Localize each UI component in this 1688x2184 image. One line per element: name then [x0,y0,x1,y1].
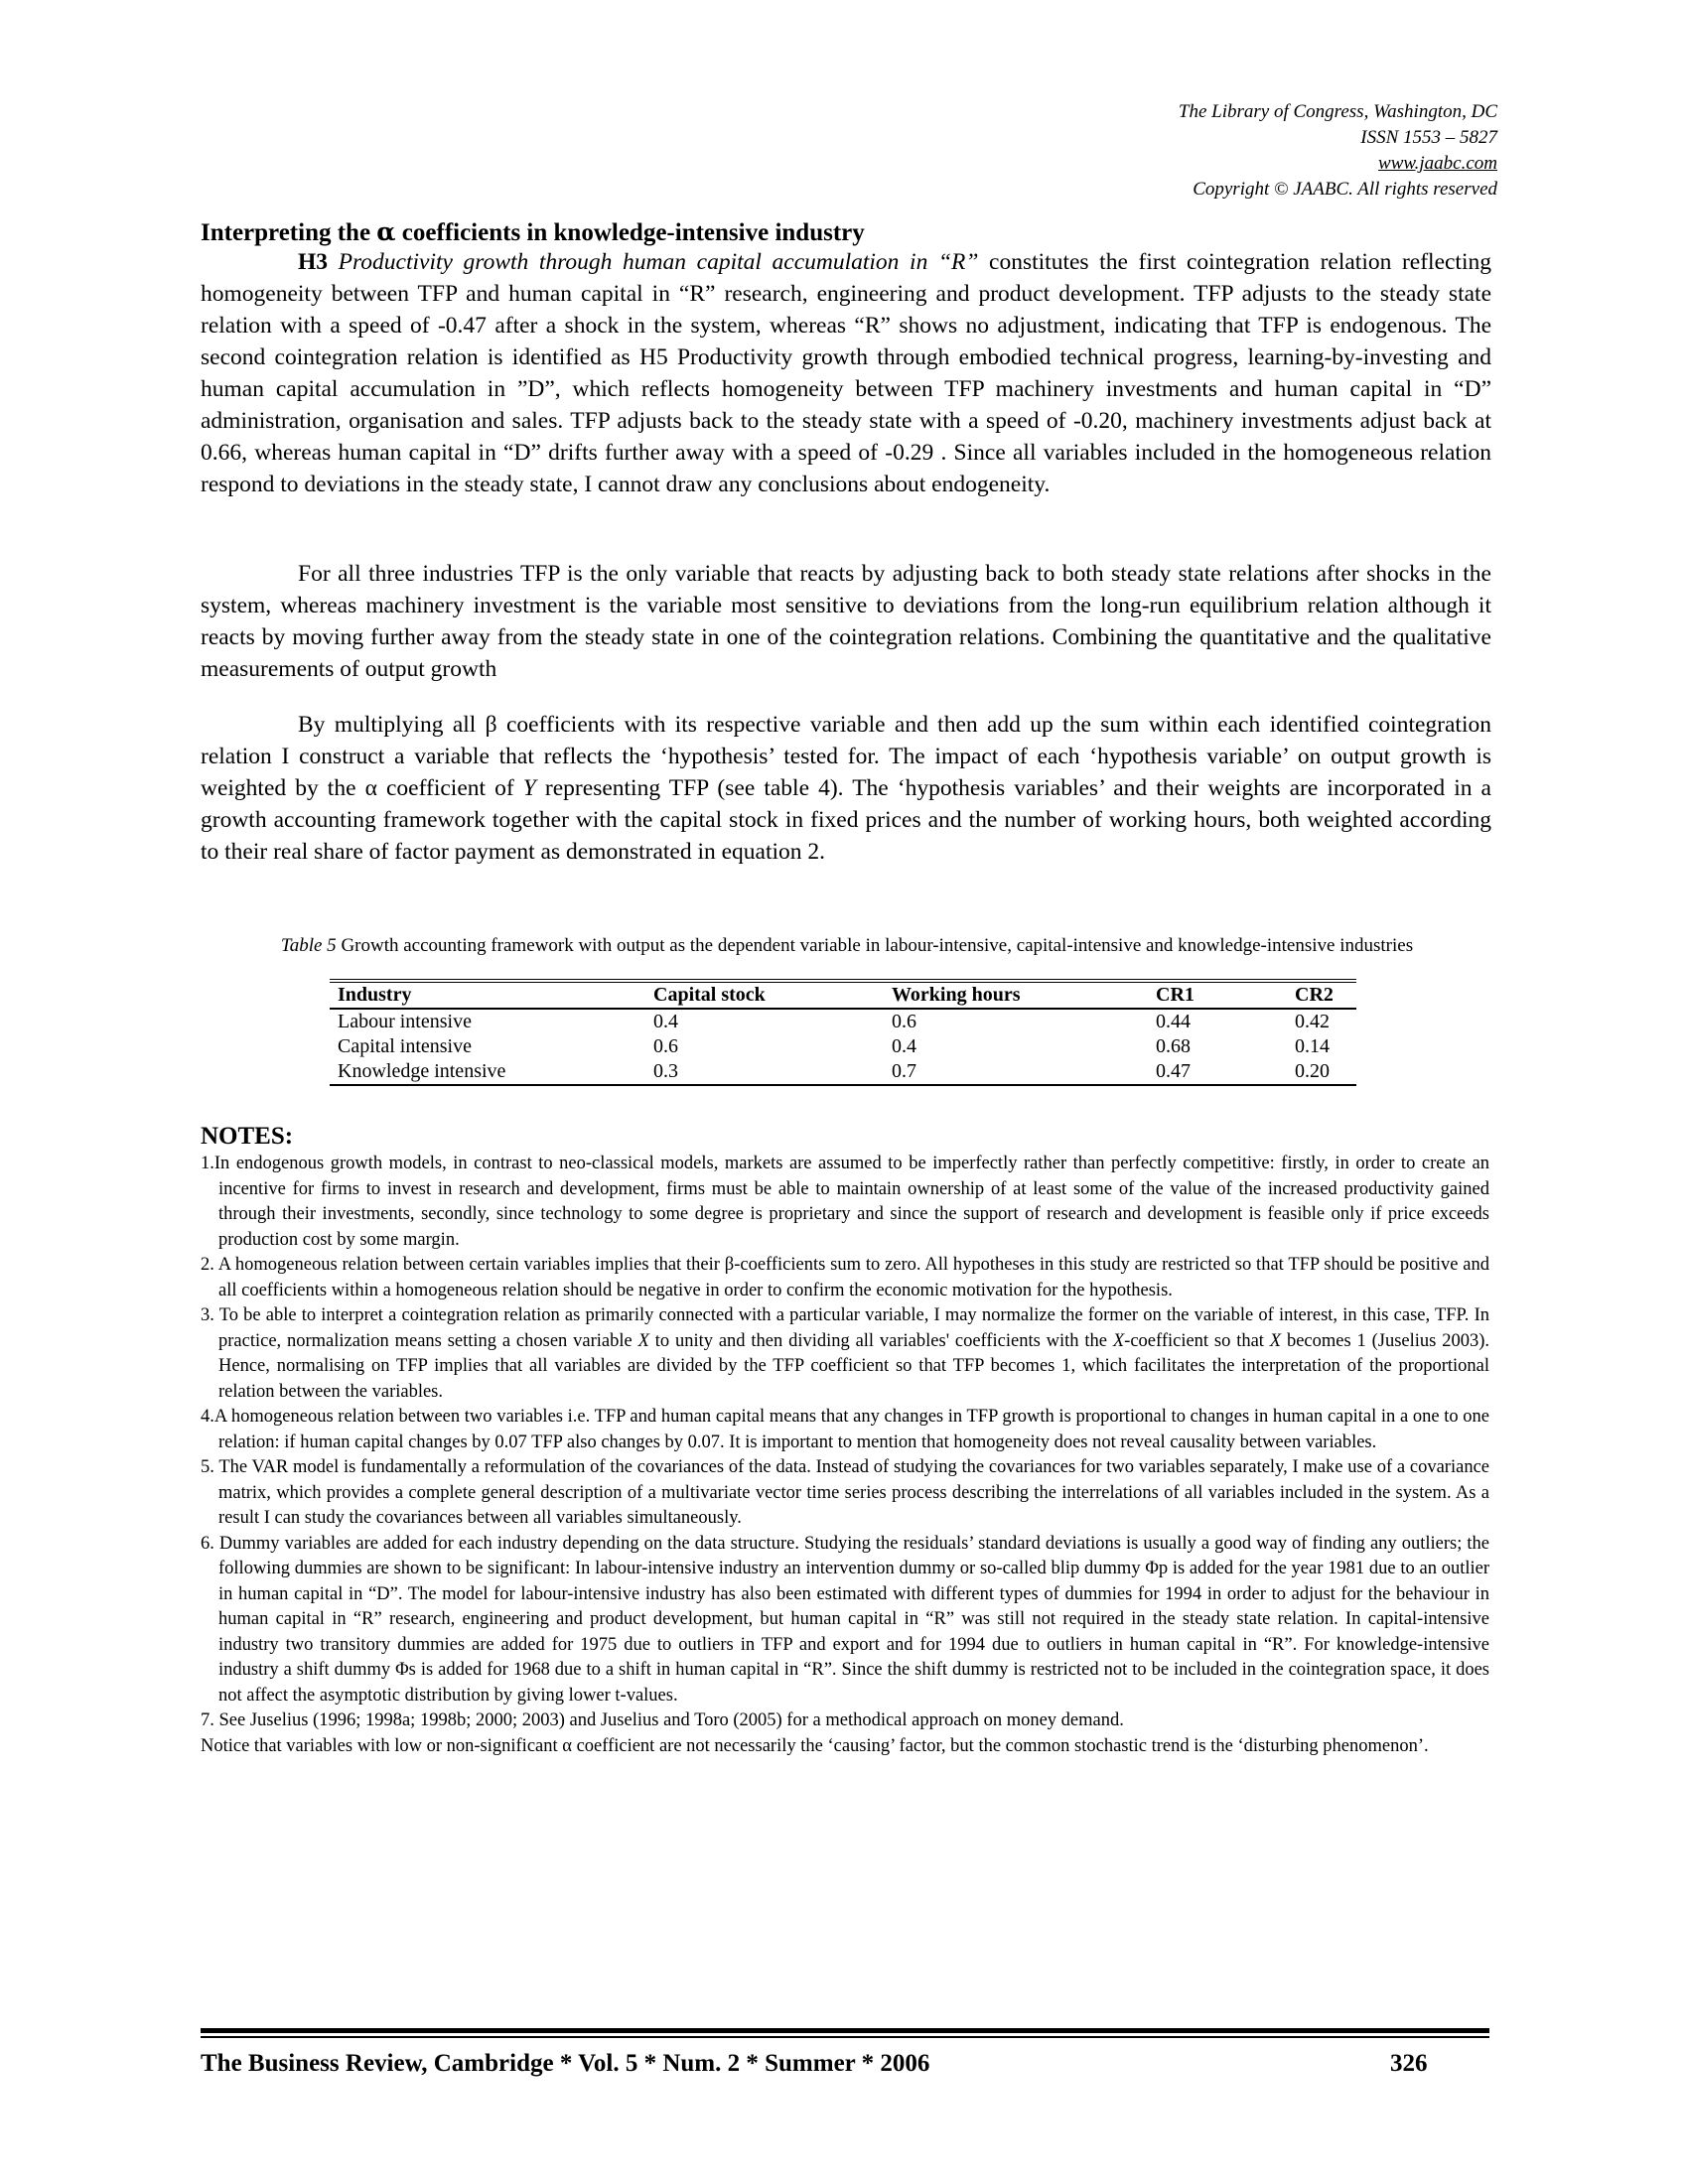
note-3-var: X [1269,1330,1282,1351]
footer-journal: The Business Review, Cambridge * Vol. 5 * Num. 2 * Summer * 2006 [201,2050,930,2077]
cell-working-hours: 0.7 [892,1060,916,1082]
note-3-text-a: 3. To be able to interpret a cointegration relation as primarily connected with a particular variable, I may normalize the former on the variable of interest, in this case, TFP. In practice, normalization means setting a chosen variable [201,1305,1489,1351]
paragraph-3 [201,709,1491,868]
notes-list [201,1152,1489,1759]
growth-accounting-table [330,979,1356,1086]
header-url-link[interactable]: www.jaabc.com [1378,153,1497,174]
cell-cr2: 0.20 [1295,1060,1330,1082]
footer-rule [201,2028,1489,2033]
paragraph-2-text: For all three industries TFP is the only variable that reacts by adjusting back to both steady state relations after shocks in the system, whereas machinery investment is the variable most sensitive to deviations from the long-run equilibrium relation although it reacts by moving further away from the steady state in one of the cointegration relations. Combining the quantitative and the qualitative measurements of output growth [201,561,1491,682]
note-3-var: X [1112,1330,1125,1351]
note-2: 2. A homogeneous relation between certain variables implies that their β-coefficients sum to zero. All hypotheses in this study are restricted so that TFP should be positive and all coefficients within a homogeneous relation should be negative in order to confirm the economic motivation for the hypothesis. [201,1255,1489,1300]
table-caption-text: Growth accounting framework with output as the dependent variable in labour-intensive, capital-intensive and knowledge-intensive industries [336,935,1414,956]
section-heading [201,216,1491,249]
cell-working-hours: 0.4 [892,1035,916,1057]
paragraph-3-text-b: representing TFP (see table 4). The ‘hypothesis variables’ and their weights are incorporated in a growth accounting framework together with the capital stock in fixed prices and the number of working hours, both weighted according to their real share of factor payment as demonstrated in equation 2. [201,775,1491,865]
header-cr2: CR2 [1287,981,1356,1009]
alpha-symbol: α [376,217,396,246]
page-number: 326 [1390,2050,1428,2077]
cell-industry: Knowledge intensive [338,1060,506,1082]
cell-capital-stock: 0.4 [653,1011,678,1032]
cell-cr2: 0.14 [1295,1035,1330,1057]
header-issn: ISSN 1553 – 5827 [1360,127,1497,148]
cell-industry: Labour intensive [338,1011,472,1032]
note-3-text-c: -coefficient so that [1124,1330,1270,1351]
note-6: 6. Dummy variables are added for each industry depending on the data structure. Studying the residuals’ standard deviations is usually a good way of finding any outliers; the following dummies are shown to be significant: In labour-intensive industry an intervention dummy or so-called blip dummy Φp is added for the year 1981 due to an outlier in human capital in “D”. The model for labour-intensive industry has also been estimated with different types of dummies for 1994 in order to adjust for the behaviour in human capital in “R” research, engineering and product development, but human capital in “R” was still not required in the steady state relation. In capital-intensive industry two transitory dummies are added for 1975 due to outliers in TFP and export and for 1994 due to outliers in human capital in “R”. For knowledge-intensive industry a shift dummy Φs is added for 1968 due to a shift in human capital in “R”. Since the shift dummy is restricted not to be included in the cointegration space, it does not affect the asymptotic distribution by giving lower t-values. [201,1533,1489,1706]
cell-cr2: 0.42 [1295,1011,1330,1032]
note-3 [201,1303,1489,1405]
heading-post: coefficients in knowledge-intensive industry [395,219,865,246]
cell-capital-stock: 0.6 [653,1035,678,1057]
table-header-row [330,981,1356,1009]
header-publisher: The Library of Congress, Washington, DC [1178,101,1497,122]
header-working-hours: Working hours [884,981,1148,1009]
footer-rule-thin [201,2036,1489,2038]
note-4: 4.A homogeneous relation between two variables i.e. TFP and human capital means that any changes in TFP growth is proportional to changes in human capital in a one to one relation: if human capital changes by 0.07 TFP also changes by 0.07. It is important to mention that homogeneity does not reveal causality between variables. [201,1407,1489,1452]
table-caption-label: Table 5 [280,935,337,956]
cell-cr1: 0.44 [1156,1011,1191,1032]
notes-heading: NOTES: [201,1123,294,1150]
header-copyright: Copyright © JAABC. All rights reserved [1193,179,1497,200]
header-capital-stock: Capital stock [645,981,884,1009]
cell-cr1: 0.68 [1156,1035,1191,1057]
hypothesis-label: H3 [298,249,329,275]
note-5: 5. The VAR model is fundamentally a reformulation of the covariances of the data. Instead of studying the covariances for two variables separately, I make use of a covariance matrix, which provides a complete general description of a multivariate vector time series process describing the interrelations of all variables included in the system. As a result I can study the covariances between all variables simultaneously. [201,1457,1489,1528]
paragraph-2 [201,558,1491,685]
cell-industry: Capital intensive [338,1035,472,1057]
cell-cr1: 0.47 [1156,1060,1191,1082]
cell-capital-stock: 0.3 [653,1060,678,1082]
table-row [330,1034,1356,1059]
hypothesis-title: Productivity growth through human capital accumulation in “R” [328,249,979,275]
heading-pre: Interpreting the [201,219,377,246]
paragraph-1-text: constitutes the first cointegration relation reflecting homogeneity between TFP and human capital in “R” research, engineering and product development. TFP adjusts to the steady state relation with a speed of -0.47 after a shock in the system, whereas “R” shows no adjustment, indicating that TFP is endogenous. The second cointegration relation is identified as H5 Productivity growth through embodied technical progress, learning-by-investing and human capital accumulation in ”D”, which reflects homogeneity between TFP machinery investments and human capital in “D” administration, organisation and sales. TFP adjusts back to the steady state with a speed of -0.20, machinery investments adjust back at 0.66, whereas human capital in “D” drifts further away with a speed of -0.29 . Since all variables included in the homogeneous relation respond to deviations in the steady state, I cannot draw any conclusions about endogeneity. [201,249,1491,497]
note-3-text-d: becomes 1 (Juselius 2003). Hence, normalising on TFP implies that all variables are divided by the TFP coefficient so that TFP becomes 1, which facilitates the interpretation of the proportional relation between the variables. [218,1330,1489,1402]
table-caption [226,935,1468,957]
cell-working-hours: 0.6 [892,1011,916,1032]
table-row [330,1009,1356,1034]
page-header [1179,99,1497,203]
table-row [330,1059,1356,1085]
paragraph-3-text-a: By multiplying all β coefficients with its respective variable and then add up the sum within each identified cointegration relation I construct a variable that reflects the ‘hypothesis’ tested for. The impact of each ‘hypothesis variable’ on output growth is weighted by the α coefficient of [201,712,1491,801]
header-cr1: CR1 [1148,981,1287,1009]
header-industry: Industry [330,981,645,1009]
note-3-text-b: to unity and then dividing all variables' coefficients with the [648,1330,1113,1351]
note-8: Notice that variables with low or non-significant α coefficient are not necessarily the ‘causing’ factor, but the common stochastic trend is the ‘disturbing phenomenon’. [201,1735,1429,1756]
note-3-var: X [637,1330,649,1351]
paragraph-1 [201,246,1491,500]
note-7: 7. See Juselius (1996; 1998a; 1998b; 2000; 2003) and Juselius and Toro (2005) for a methodical approach on money demand. [201,1710,1124,1730]
paragraph-3-var: Y [522,775,536,801]
note-1: 1.In endogenous growth models, in contrast to neo-classical models, markets are assumed to be imperfectly rather than perfectly competitive: firstly, in order to create an incentive for firms to invest in research and development, firms must be able to maintain ownership of at least some of the value of the increased productivity gained through their investments, secondly, since technology to some degree is proprietary and since the support of research and development is feasible only if price exceeds production cost by some margin. [201,1154,1489,1250]
